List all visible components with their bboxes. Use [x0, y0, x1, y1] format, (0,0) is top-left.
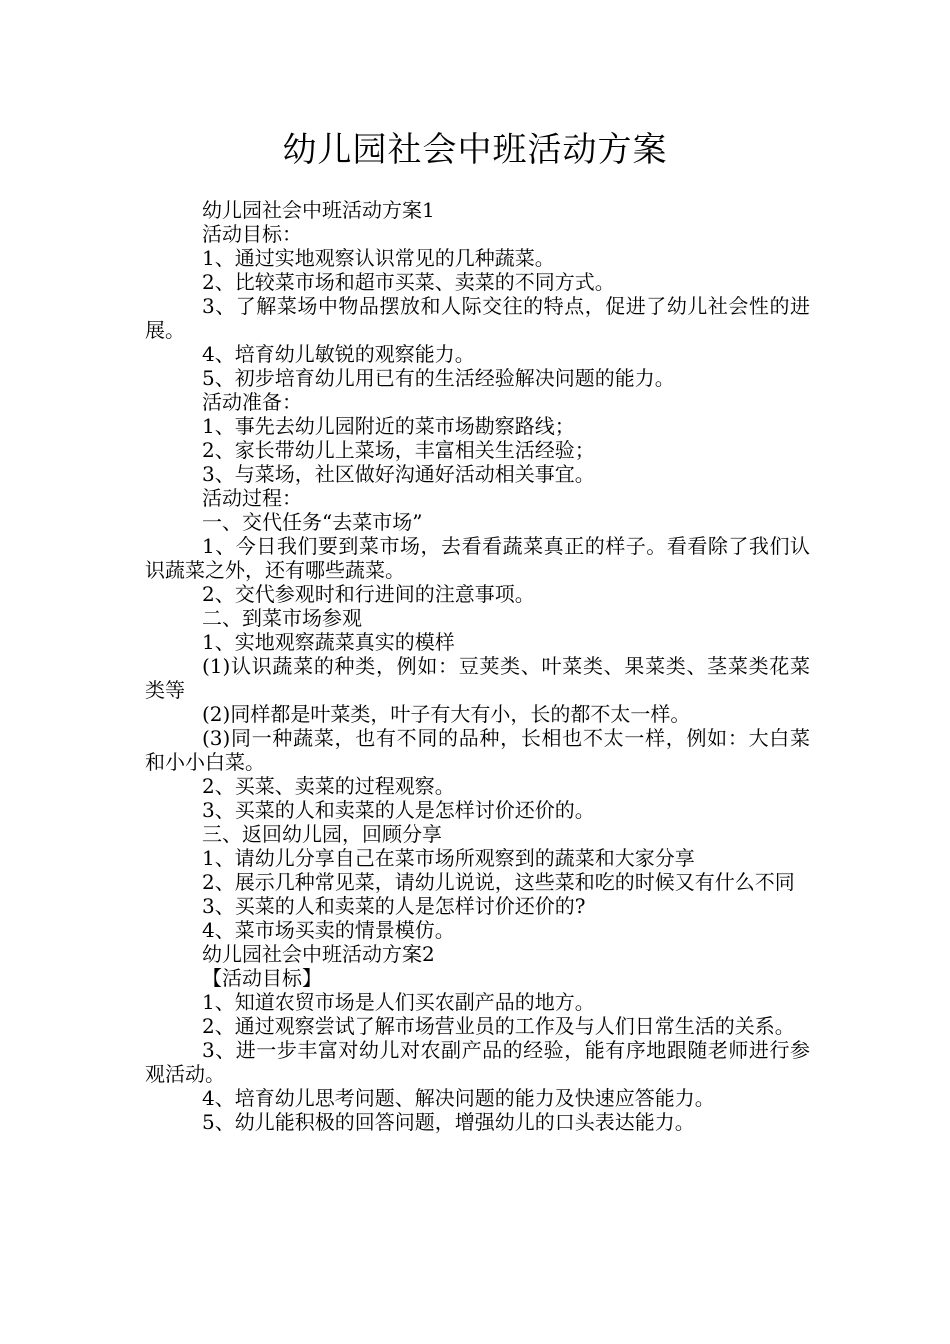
- paragraph: 一、交代任务“去菜市场”: [202, 510, 423, 534]
- paragraph: 2、交代参观时和行进间的注意事项。: [202, 582, 535, 606]
- paragraph: 4、培育幼儿思考问题、解决问题的能力及快速应答能力。: [202, 1086, 715, 1110]
- paragraph: 3、买菜的人和卖菜的人是怎样讨价还价的。: [202, 798, 595, 822]
- paragraph: 活动目标：: [202, 222, 302, 246]
- paragraph: 1、事先去幼儿园附近的菜市场勘察路线；: [202, 414, 575, 438]
- document-body: [145, 198, 810, 1134]
- paragraph: 5、初步培育幼儿用已有的生活经验解决问题的能力。: [202, 366, 675, 390]
- paragraph: 幼儿园社会中班活动方案2: [202, 942, 435, 966]
- paragraph: 3、买菜的人和卖菜的人是怎样讨价还价的?: [202, 894, 586, 918]
- paragraph: 三、返回幼儿园，回顾分享: [202, 822, 442, 846]
- paragraph: 1、请幼儿分享自己在菜市场所观察到的蔬菜和大家分享: [202, 846, 695, 870]
- paragraph: 活动过程：: [202, 486, 302, 510]
- paragraph: (1)认识蔬菜的种类，例如：豆荚类、叶菜类、果菜类、茎菜类花菜类等: [145, 654, 810, 702]
- paragraph: 活动准备：: [202, 390, 302, 414]
- paragraph: 3、与菜场，社区做好沟通好活动相关事宜。: [202, 462, 595, 486]
- paragraph: 4、培育幼儿敏锐的观察能力。: [202, 342, 475, 366]
- paragraph: 2、买菜、卖菜的过程观察。: [202, 774, 455, 798]
- paragraph: 1、实地观察蔬菜真实的模样: [202, 630, 455, 654]
- paragraph: 2、比较菜市场和超市买菜、卖菜的不同方式。: [202, 270, 615, 294]
- paragraph: 幼儿园社会中班活动方案1: [202, 198, 435, 222]
- paragraph: (2)同样都是叶菜类，叶子有大有小，长的都不太一样。: [202, 702, 691, 726]
- paragraph: 1、通过实地观察认识常见的几种蔬菜。: [202, 246, 555, 270]
- paragraph: 二、到菜市场参观: [202, 606, 362, 630]
- document-title: 幼儿园社会中班活动方案: [282, 130, 668, 170]
- paragraph: 2、家长带幼儿上菜场，丰富相关生活经验；: [202, 438, 595, 462]
- paragraph: 1、今日我们要到菜市场，去看看蔬菜真正的样子。看看除了我们认识蔬菜之外，还有哪些蔬菜。: [145, 534, 810, 582]
- paragraph: 4、菜市场买卖的情景模仿。: [202, 918, 455, 942]
- paragraph: 5、幼儿能积极的回答问题，增强幼儿的口头表达能力。: [202, 1110, 695, 1134]
- paragraph: 2、通过观察尝试了解市场营业员的工作及与人们日常生活的关系。: [202, 1014, 795, 1038]
- paragraph: (3)同一种蔬菜，也有不同的品种，长相也不太一样，例如：大白菜和小小白菜。: [145, 726, 810, 774]
- paragraph: 3、进一步丰富对幼儿对农副产品的经验，能有序地跟随老师进行参观活动。: [145, 1038, 810, 1086]
- paragraph: 【活动目标】: [202, 966, 322, 990]
- paragraph: 1、知道农贸市场是人们买农副产品的地方。: [202, 990, 595, 1014]
- paragraph: 3、了解菜场中物品摆放和人际交往的特点，促进了幼儿社会性的进展。: [145, 294, 810, 342]
- paragraph: 2、展示几种常见菜，请幼儿说说，这些菜和吃的时候又有什么不同: [202, 870, 795, 894]
